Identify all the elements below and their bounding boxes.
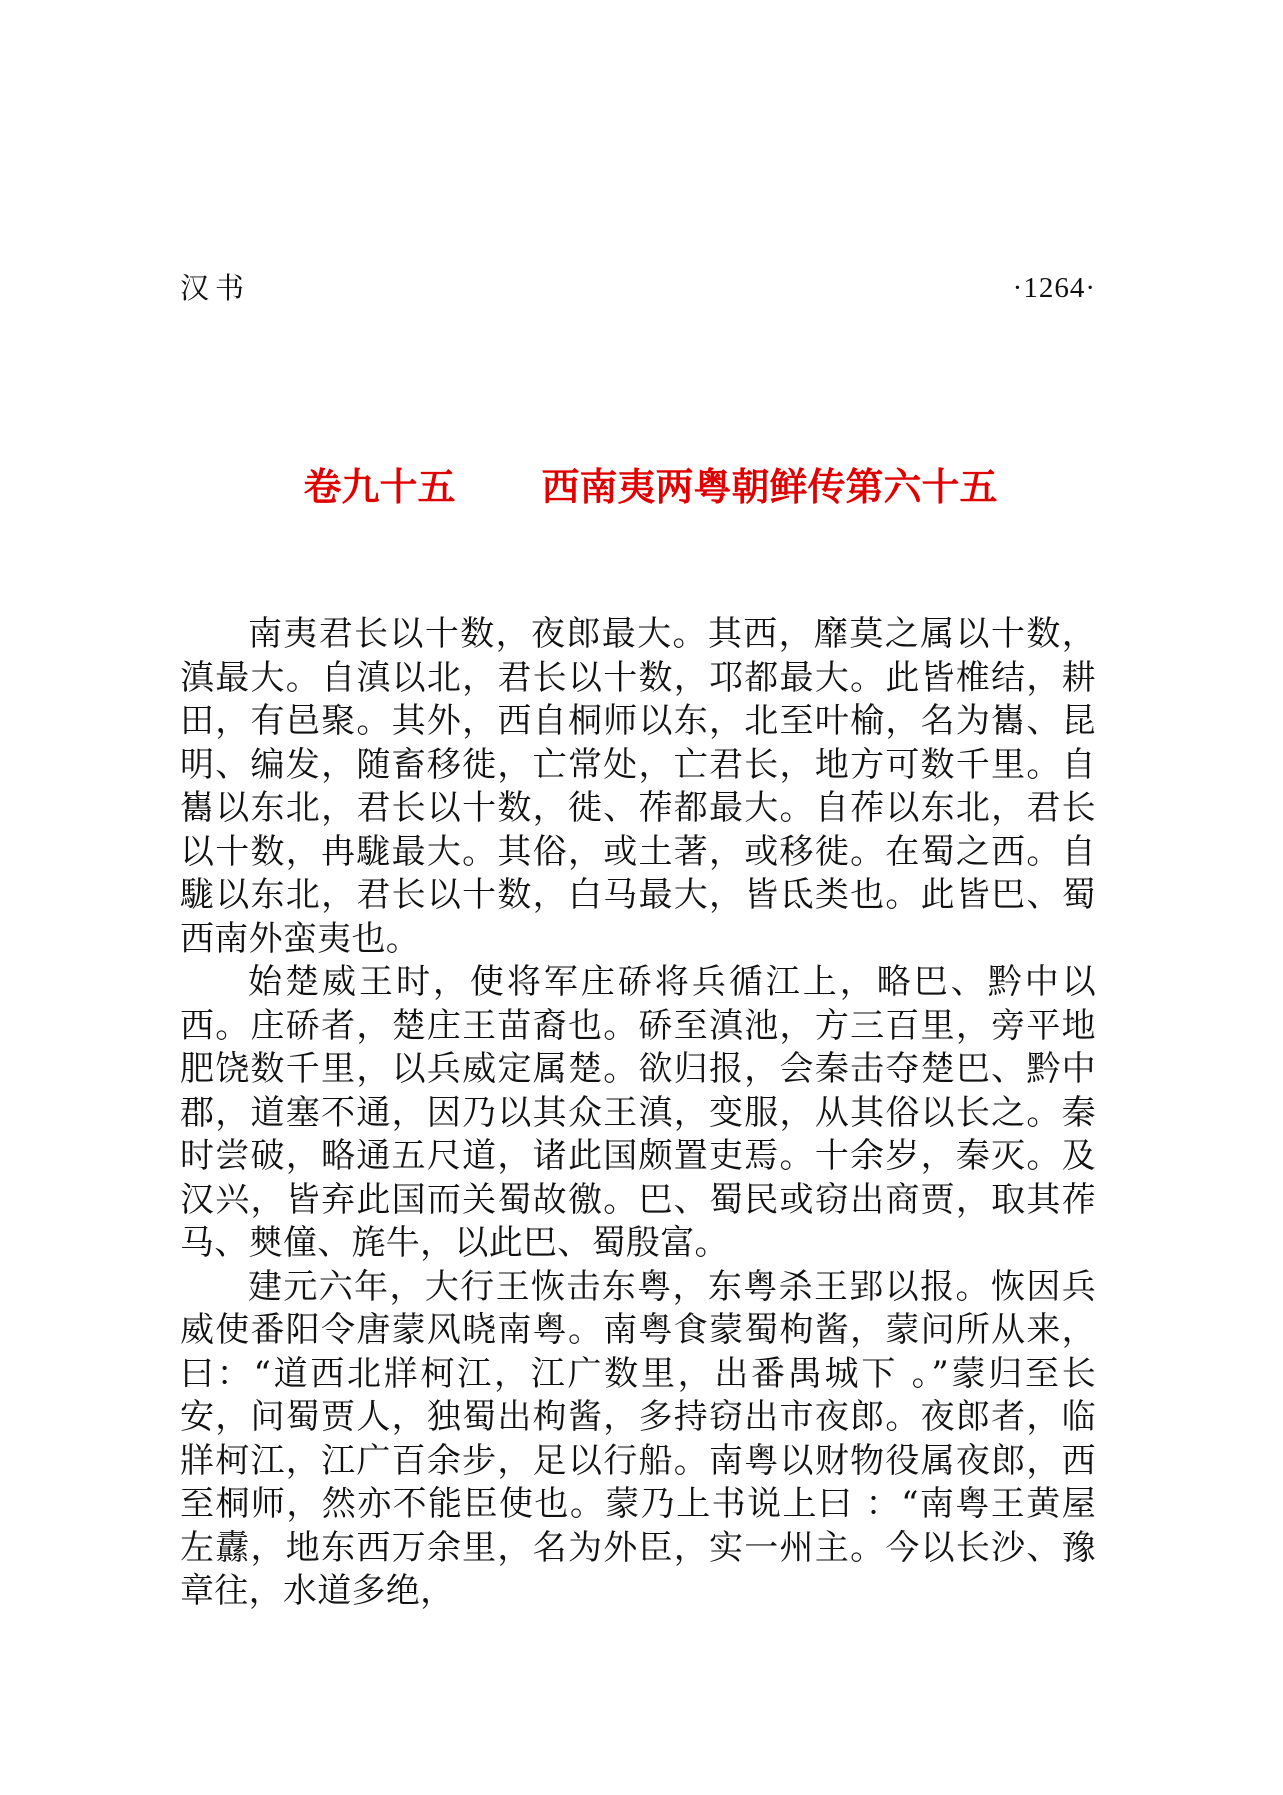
paragraph-3: 建元六年，大行王恢击东粤，东粤杀王郢以报。恢因兵威使番阳令唐蒙风晓南粤。南粤食蒙蜀枸酱，蒙问所从来，曰：“道西北牂柯江，江广数里，出番禺城下 。”蒙归至长安，问蜀贾人，独蜀出枸酱，多持窃出市夜郎。夜郎者，临牂柯江，江广百余步，足以行船。南粤以财物役属夜郎，西至桐师，然亦不能臣使也。蒙乃上书说上曰 ：“南粤王黄屋左纛，地东西万余里，名为外臣，实一州主。今以长沙、豫章往，水道多绝， [180, 1266, 1096, 1611]
body-text [180, 613, 1096, 1614]
chapter-volume: 卷九十五 [303, 465, 456, 509]
running-header [180, 268, 1096, 308]
book-name: 汉书 [180, 271, 251, 305]
page-number: ·1264· [1012, 272, 1096, 304]
paragraph-2: 始楚威王时，使将军庄硚将兵循江上，略巴、黔中以西。庄硚者，楚庄王苗裔也。硚至滇池，方三百里，旁平地肥饶数千里，以兵威定属楚。欲归报，会秦击夺楚巴、黔中郡，道塞不通，因乃以其众王滇，变服，从其俗以长之。秦时尝破，略通五尺道，诸此国颇置吏焉。十余岁，秦灭。及汉兴，皆弃此国而关蜀故徼。巴、蜀民或窃出商贾，取其莋马、僰僮、旄牛，以此巴、蜀殷富。 [180, 962, 1096, 1263]
paragraph-1: 南夷君长以十数，夜郎最大。其西，靡莫之属以十数，滇最大。自滇以北，君长以十数，邛都最大。此皆椎结，耕田，有邑聚。其外，西自桐师以东，北至叶榆，名为巂、昆明、编发，随畜移徙，亡常处，亡君长，地方可数千里。自巂以东北，君长以十数，徙、莋都最大。自莋以东北，君长以十数，冉駹最大。其俗，或土著，或移徙。在蜀之西。自駹以东北，君长以十数，白马最大，皆氐类也。此皆巴、蜀西南外蛮夷也。 [180, 614, 1096, 959]
chapter-title [0, 462, 1283, 512]
chapter-name: 西南夷两粤朝鲜传第六十五 [541, 465, 998, 509]
